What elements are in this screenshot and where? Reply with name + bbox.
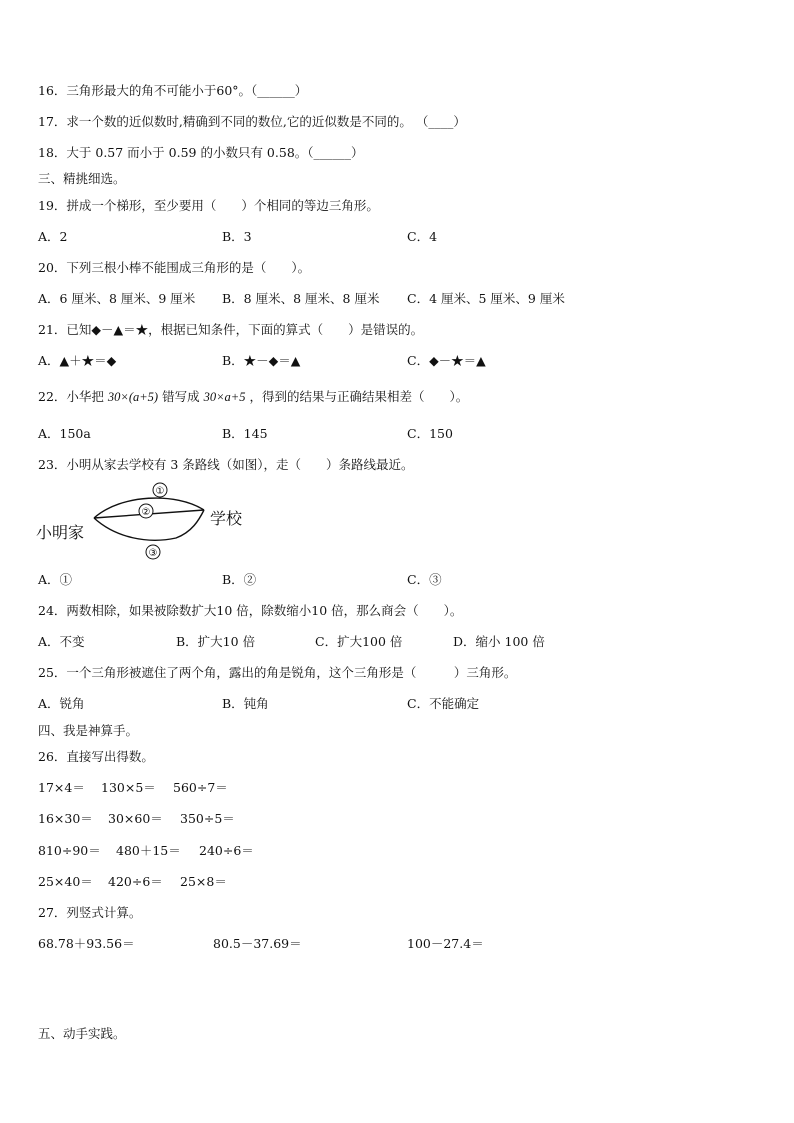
route-2-marker-label: ② [141,507,151,518]
q24-option-b[interactable]: B．扩大10 倍 [176,634,256,649]
route-3-marker-label: ③ [148,548,158,559]
q19-option-b[interactable]: B．3 [222,229,252,244]
q26-row1-item1: 17×4＝ [38,780,85,795]
question-18: 18．大于 0.57 而小于 0.59 的小数只有 0.58。（______） [38,145,364,160]
question-23: 23．小明从家去学校有 3 条路线（如图），走（ ）条路线最近。 [38,457,414,472]
question-19: 19．拼成一个梯形，至少要用（ ）个相同的等边三角形。 [38,198,379,213]
q26-row3-item3: 240÷6＝ [199,843,254,858]
q27-item1: 68.78＋93.56＝ [38,936,135,951]
q20-option-c[interactable]: C．4 厘米、5 厘米、9 厘米 [407,291,565,306]
q26-row3-item2: 480＋15＝ [116,843,181,858]
q27-item3: 100－27.4＝ [407,936,484,951]
q24-option-c[interactable]: C．扩大100 倍 [315,634,403,649]
q22-text-end: ，得到的结果与正确结果相差（ ）。 [249,389,469,404]
question-20: 20．下列三根小棒不能围成三角形的是（ ）。 [38,260,311,275]
q21-option-c[interactable]: C．◆－★＝▲ [407,353,486,368]
question-21: 21．已知◆－▲＝★，根据已知条件，下面的算式（ ）是错误的。 [38,322,424,337]
q19-option-a[interactable]: A．2 [38,229,68,244]
question-25: 25．一个三角形被遮住了两个角，露出的角是锐角，这个三角形是（ ）三角形。 [38,665,517,680]
section-4-heading: 四、我是神算手。 [38,723,139,738]
question-24: 24．两数相除，如果被除数扩大10 倍，除数缩小10 倍，那么商会（ ）。 [38,603,463,618]
q21-option-b[interactable]: B．★－◆＝▲ [222,353,301,368]
q26-row1-item3: 560÷7＝ [173,780,228,795]
q26-row1-item2: 130×5＝ [101,780,156,795]
q26-row2-item3: 350÷5＝ [180,811,235,826]
q22-option-a[interactable]: A．150a [38,426,91,441]
school-label: 学校 [210,509,243,528]
q26-row3-item1: 810÷90＝ [38,843,101,858]
q22-expression-wrong: 30×a+5 [203,390,246,404]
q26-row4-item2: 420÷6＝ [108,874,163,889]
q25-option-c[interactable]: C．不能确定 [407,696,480,711]
question-22 [38,389,468,405]
q20-option-b[interactable]: B．8 厘米、8 厘米、8 厘米 [222,291,380,306]
q23-option-a[interactable]: A．① [38,572,73,587]
question-17: 17．求一个数的近似数时,精确到不同的数位,它的近似数是不同的。 （____） [38,114,466,129]
question-27: 27．列竖式计算。 [38,905,142,920]
q22-option-b[interactable]: B．145 [222,426,268,441]
question-26: 26．直接写出得数。 [38,749,154,764]
route-1-marker-label: ① [155,486,165,497]
q23-option-c[interactable]: C．③ [407,572,442,587]
q21-option-a[interactable]: A．▲＋★＝◆ [38,353,117,368]
q22-expression-correct: 30×(a+5) [107,390,159,404]
q26-row2-item1: 16×30＝ [38,811,93,826]
q26-row2-item2: 30×60＝ [108,811,163,826]
home-label: 小明家 [36,523,85,542]
q22-option-c[interactable]: C．150 [407,426,453,441]
q24-option-d[interactable]: D．缩小 100 倍 [453,634,545,649]
q26-row4-item1: 25×40＝ [38,874,93,889]
q25-option-b[interactable]: B．钝角 [222,696,269,711]
question-16: 16．三角形最大的角不可能小于60°。（______） [38,83,308,98]
q26-row4-item3: 25×8＝ [180,874,227,889]
route-diagram [36,480,266,564]
q27-item2: 80.5－37.69＝ [213,936,302,951]
q24-option-a[interactable]: A．不变 [38,634,85,649]
q25-option-a[interactable]: A．锐角 [38,696,85,711]
q23-option-b[interactable]: B．② [222,572,257,587]
q22-text-start: 22．小华把 [38,389,104,404]
q19-option-c[interactable]: C．4 [407,229,438,244]
section-5-heading: 五、动手实践。 [38,1026,126,1041]
q20-option-a[interactable]: A．6 厘米、8 厘米、9 厘米 [38,291,196,306]
section-3-heading: 三、精挑细选。 [38,171,126,186]
q22-text-middle: 错写成 [162,389,200,404]
